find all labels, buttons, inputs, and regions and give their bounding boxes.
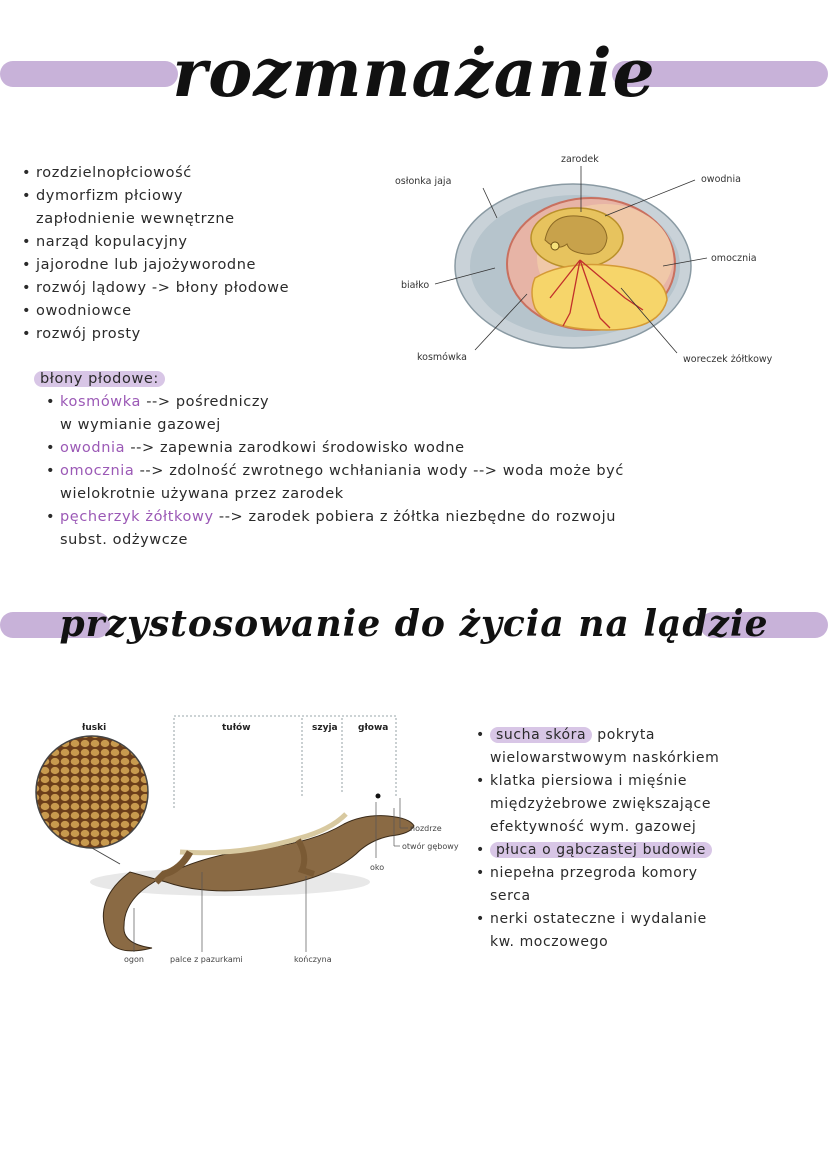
- membranes-heading: błony płodowe:: [34, 371, 165, 387]
- egg-label-albumen: białko: [401, 280, 430, 291]
- lizard-label-eye: oko: [370, 863, 385, 872]
- lizard-diagram: [30, 712, 470, 972]
- list-item: • kosmówka --> pośredniczy: [46, 394, 270, 410]
- lizard-label-neck: szyja: [312, 723, 338, 733]
- list-item-cont: serca: [490, 888, 531, 904]
- list-item: • rozwój prosty: [22, 326, 141, 342]
- list-item-cont: wielowarstwowym naskórkiem: [490, 750, 720, 766]
- lizard-label-limb: kończyna: [294, 955, 332, 964]
- lizard-label-mouth: otwór gębowy: [402, 842, 459, 851]
- list-item: • płuca o gąbczastej budowie: [476, 839, 719, 862]
- list-item-cont: subst. odżywcze: [60, 532, 189, 548]
- lizard-label-toes: palce z pazurkami: [170, 955, 243, 964]
- list-item: • owodnia --> zapewnia zarodkowi środowisko wodne: [46, 440, 465, 456]
- list-item: • nerki ostateczne i wydalanie: [476, 911, 707, 927]
- lizard-label-scales: łuski: [82, 723, 107, 733]
- list-item: • pęcherzyk żółtkowy --> zarodek pobiera z żółtka niezbędne do rozwoju: [46, 509, 617, 525]
- list-item: • sucha skóra pokryta: [476, 727, 656, 743]
- amniotic-egg-diagram: [395, 148, 815, 373]
- egg-label-chorion: kosmówka: [417, 352, 467, 363]
- list-item-cont: międzyżebrowe zwiększające: [490, 796, 712, 812]
- egg-label-embryo: zarodek: [561, 154, 599, 165]
- list-item: • rozdzielnopłciowość: [22, 165, 192, 181]
- membranes-notes: [34, 368, 624, 552]
- section-title: przystosowanie do życia na lądzie: [59, 603, 769, 645]
- list-item-cont: efektywność wym. gazowej: [490, 819, 697, 835]
- list-item: • owodniowce: [22, 303, 132, 319]
- page-title: rozmnażanie: [172, 34, 656, 112]
- egg-label-allantois: omocznia: [711, 253, 757, 264]
- lizard-label-nostril: nozdrze: [410, 824, 442, 833]
- list-item: • rozwój lądowy -> błony płodowe: [22, 280, 290, 296]
- lizard-label-trunk: tułów: [222, 723, 251, 733]
- list-item: • klatka piersiowa i mięśnie: [476, 773, 688, 789]
- embryo-eye: [551, 242, 559, 250]
- egg-label-yolk-sac: woreczek żółtkowy: [683, 354, 773, 365]
- lizard-label-tail: ogon: [124, 955, 144, 964]
- list-item-cont: wielokrotnie używana przez zarodek: [60, 486, 344, 502]
- list-item: • jajorodne lub jajożyworodne: [22, 257, 257, 273]
- list-item: • niepełna przegroda komory: [476, 865, 698, 881]
- list-item: • dymorfizm płciowy: [22, 188, 184, 204]
- yolk-sac: [532, 265, 667, 331]
- list-item: • narząd kopulacyjny: [22, 234, 188, 250]
- features-list: [22, 162, 289, 346]
- scales-magnifier: [36, 736, 148, 848]
- lizard-eye: [376, 794, 381, 799]
- list-item-cont: kw. moczowego: [490, 934, 609, 950]
- adaptations-list: [476, 724, 719, 954]
- egg-label-amnion: owodnia: [701, 174, 741, 185]
- lizard-label-head: głowa: [358, 723, 389, 733]
- list-item: • omocznia --> zdolność zwrotnego wchłaniania wody --> woda może być: [46, 463, 624, 479]
- list-item: zapłodnienie wewnętrzne: [36, 211, 235, 227]
- egg-label-shell: osłonka jaja: [395, 176, 452, 187]
- list-item-cont: w wymianie gazowej: [60, 417, 221, 433]
